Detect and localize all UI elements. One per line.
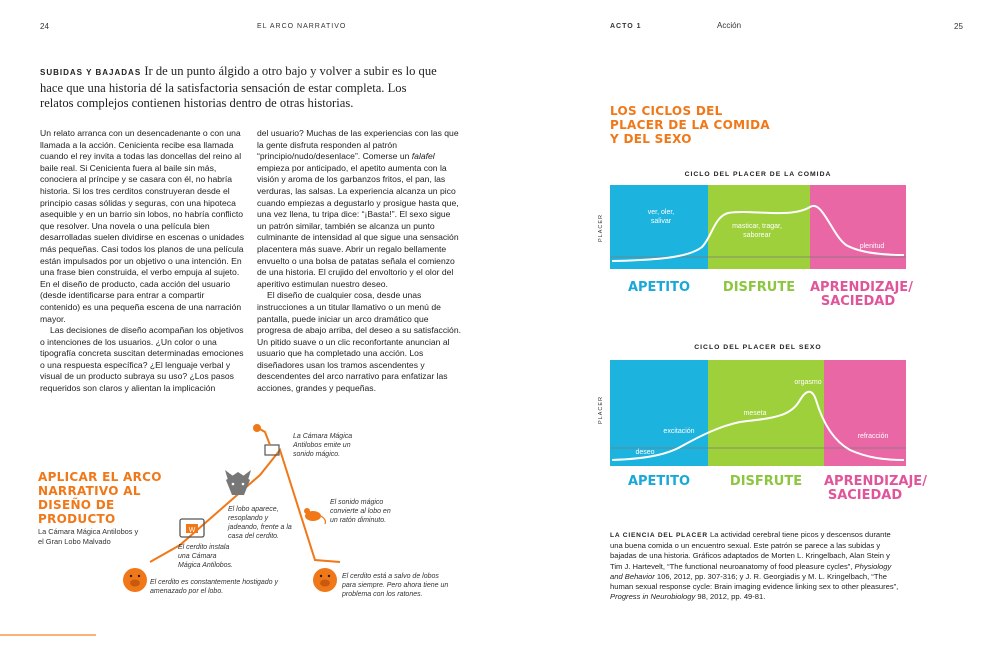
chart-sex-ylabel: PLACER [598, 395, 604, 424]
diagram-subtitle: La Cámara Mágica Antilobos y el Gran Lobo Malvado [38, 527, 139, 546]
right-running-title: Acción [717, 21, 742, 30]
chart-sex-label-deseo: deseo [635, 449, 655, 456]
chart-food-zone1-label: ver, oler, salivar [647, 209, 675, 225]
mouse-icon [304, 508, 326, 524]
left-running-head: EL ARCO NARRATIVO [257, 23, 347, 30]
zone-satiety [810, 185, 906, 269]
pig-icon-right [313, 568, 337, 592]
chart-food-ylabel: PLACER [598, 213, 604, 242]
chart-sex-label-orgasmo: orgasmo [794, 379, 822, 386]
label-pig-safe: El cerdito está a salvo de lobos para siempre. Pero ahora tiene un problema con los ratones. [342, 573, 449, 598]
pig-icon-left [123, 568, 147, 592]
chart-food-phase-appetite: APETITO [627, 280, 691, 295]
label-camera-emits: La Cámara Mágica Antilobos emite un sonido mágico. [293, 433, 353, 458]
intro-lead: SUBIDAS Y BAJADAS [40, 68, 142, 77]
chart-sex-label-meseta: meseta [743, 410, 767, 417]
intro-text: Ir de un punto álgido a otro bajo y volver a subir es lo que hace que una historia dé la satisfactoria sensación de estar completa. Los relatos complejos contienen historias dentro de otras historias. [40, 64, 437, 110]
footnote: LA CIENCIA DEL PLACER La actividad cerebral tiene picos y descensos durante una buena comida o un encuentro sexual. Este patrón se parece a las subidas y bajadas de una historia. Gráficos adaptados de Morten L. Kringelbach, Alan Stein y Tim J. Hartevelt, “The functional neuroanatomy of food pleasure cycles”, Physiology and Behavior 106, 2012, pp. 307-316; y J. R. Georgiadis y M. L. Kringelbach, “The human sexual response cycle: Brain imaging evidence linking sex to other pleasures”, Progress in Neurobiology 98, 2012, pp. 49-81. [610, 530, 899, 602]
chart-sex-label-refraccion: refracción [857, 433, 889, 440]
gramophone-camera-icon [253, 424, 279, 455]
chart-sex-title: CICLO DEL PLACER DEL SEXO [694, 344, 822, 351]
svg-text:W: W [188, 527, 196, 534]
body-paragraph: Las decisiones de diseño acompañan los objetivos o intenciones de los usuarios. ¿Un color o una tipografía concreta suscitan determinadas emociones o una respuesta específica? ¿El lenguaje verbal y visual de un producto subraya su uso? ¿Los pasos requeridos son claros y alientan la implicación [40, 325, 244, 394]
zone-satiety [824, 360, 906, 466]
label-pig-installs: El cerdito instala una Cámara Mágica Antilobos. [178, 544, 233, 569]
chart-sex-phase-appetite: APETITO [627, 474, 691, 489]
intro-paragraph [40, 64, 440, 112]
orange-footer-rule [0, 634, 96, 636]
chart-food-phase-satiety: APRENDIZAJE/ SACIEDAD [810, 280, 913, 309]
chart-food-zone2-label: masticar, tragar, saborear [732, 223, 782, 239]
chart-sex-phase-satiety: APRENDIZAJE/ SACIEDAD [824, 474, 927, 503]
left-page-number: 24 [40, 22, 49, 31]
chart-food-title: CICLO DEL PLACER DE LA COMIDA [684, 171, 832, 178]
wolf-icon [225, 470, 251, 495]
right-page-number: 25 [954, 22, 963, 31]
diagram-title: APLICAR EL ARCO NARRATIVO AL DISEÑO DE PRODUCTO [38, 470, 162, 526]
right-running-act: ACTO 1 [610, 23, 642, 30]
label-mouse: El sonido mágico convierte al lobo en un ratón diminuto. [330, 499, 391, 524]
label-wolf-appears: El lobo aparece, resoplando y jadeando, frente a la casa del cerdito. [228, 506, 292, 540]
body-column-1 [40, 128, 245, 395]
chart-food-phase-enjoy: DISFRUTE [722, 280, 796, 295]
zone-appetite [610, 185, 708, 269]
chart-food-zone3-label: plenitud [859, 243, 885, 250]
label-pig-harassed: El cerdito es constantemente hostigado y amenazado por el lobo. [150, 579, 279, 595]
body-column-2 [257, 128, 462, 395]
chart-sex-label-excitacion: excitación [663, 428, 695, 435]
body-paragraph: El diseño de cualquier cosa, desde unas instrucciones a un titular llamativo o un menú de pantalla, puede iniciar un arco dramático que progresa de abajo arriba, del deseo a su satisfacción. Un pitido suave o un clic reconfortante anuncian al usuario que ha completado una acción. Los diseñadores usan los tramos ascendentes y descendentes del arco narrativo para enfatizar las acciones, grandes y pequeñas. [257, 290, 461, 394]
charts-title: LOS CICLOS DEL PLACER DE LA COMIDA Y DEL SEXO [610, 104, 770, 146]
body-paragraph: del usuario? Muchas de las experiencias con las que la gente disfruta responden al patrón “principio/nudo/desenlace”. Comerse un falafel empieza por anticipado, el apetito aumenta con la visión y aroma de los garbanzos fritos, el pan, las verduras, las salsas. La experiencia alcanza un pico cuando empiezas a degustarlo y prosigue hasta que, una vez llena, tu tripa dice: “¡Basta!”. El sexo sigue un patrón similar, también se alcanza un punto culminante de intensidad al que sigue una sensación placentera más suave. Abrir un regalo bellamente envuelto o una bolsa de patatas señala el comienzo de una historia. El crujido del envoltorio y el olor del aperitivo estimulan nuestro deseo. [257, 128, 459, 289]
chart-sex-phase-enjoy: DISFRUTE [729, 474, 803, 489]
body-paragraph: Un relato arranca con un desencadenante o con una llamada a la acción. Cenicienta recibe esa llamada cuando el rey invita a todas las doncellas del reino al baile real. Si Cenicienta fuera al baile sin más, conociera al príncipe y se casara con él, no habría historia. Si los tres cerditos construyeran desde el principio casas sólidas y seguras, con una hipoteca asequible y en un barrio sin lobos, no habría conflicto que resolver. Una novela o una película bien desarrolladas suelen dividirse en escenas o unidades más pequeñas. Casi todos los planos de una película están impulsados por un objetivo o una intención. En una frase bien construida, el verbo empuja al sujeto. En el diseño de producto, cada acción del usuario (desde identificarse para entrar a compartir contenido) es una pequeña escena de una narración mayor. [40, 128, 244, 324]
